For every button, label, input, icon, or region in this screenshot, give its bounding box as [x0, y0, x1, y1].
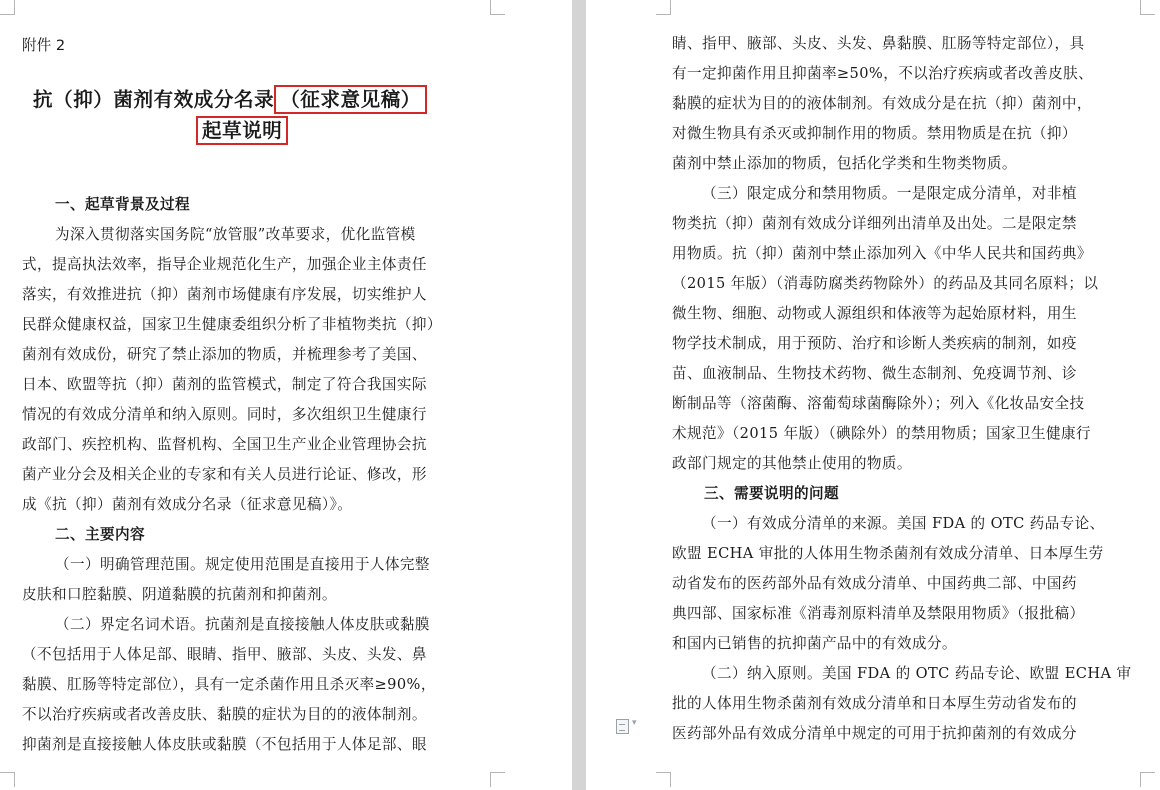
- text-line: 抑菌剂是直接接触人体皮肤或黏膜（不包括用于人体足部、眼: [22, 736, 427, 753]
- text-line: （不包括用于人体足部、眼睛、指甲、腋部、头皮、头发、鼻: [22, 646, 427, 663]
- left-page: [0, 0, 572, 790]
- text-line: 菌产业分会及相关企业的专家和有关人员进行论证、修改，形: [22, 466, 427, 483]
- text-line: 成《抗（抑）菌剂有效成分名录（征求意见稿）》。: [22, 496, 353, 513]
- text-line: 政部门、疾控机构、监督机构、全国卫生产业企业管理协会抗: [22, 436, 427, 453]
- text-line: 物学技术制成，用于预防、治疗和诊断人类疾病的制剂，如疫: [672, 335, 1077, 352]
- document-title-line2: [196, 118, 288, 144]
- text-line: 黏膜、肛肠等特定部位），具有一定杀菌作用且杀灭率≥90%，: [22, 676, 436, 693]
- crop-mark: [1140, 0, 1155, 15]
- text-line: 和国内已销售的抗抑菌产品中的有效成分。: [672, 635, 957, 652]
- crop-mark: [0, 0, 15, 15]
- text-line: 有一定抑菌作用且抑菌率≥50%，不以治疗疾病或者改善皮肤、: [672, 65, 1094, 82]
- text-line: 微生物、细胞、动物或人源组织和体液等为起始原材料，用生: [672, 305, 1077, 322]
- text-line: 批的人体用生物杀菌剂有效成分清单和日本厚生劳动省发布的: [672, 695, 1077, 712]
- text-line: （三）限定成分和禁用物质。一是限定成分清单，对非植: [702, 185, 1077, 202]
- text-line: 政部门规定的其他禁止使用的物质。: [672, 455, 912, 472]
- text-line: （一）有效成分清单的来源。美国 FDA 的 OTC 药品专论、: [702, 515, 1105, 532]
- text-line: 典四部、国家标准《消毒剂原料清单及禁限用物质》（报批稿）: [672, 605, 1085, 622]
- crop-mark: [1140, 772, 1155, 787]
- text-line: 对微生物具有杀灭或抑制作用的物质。禁用物质是在抗（抑）: [672, 125, 1077, 142]
- text-line: 动省发布的医药部外品有效成分清单、中国药典二部、中国药: [672, 575, 1077, 592]
- document-options-icon[interactable]: [616, 719, 629, 734]
- text-line: 皮肤和口腔黏膜、阴道黏膜的抗菌剂和抑菌剂。: [22, 586, 337, 603]
- text-line: （一）明确管理范围。规定使用范围是直接用于人体完整: [55, 556, 430, 573]
- text-line: 医药部外品有效成分清单中规定的可用于抗抑菌剂的有效成分: [672, 725, 1077, 742]
- highlighted-subtitle: 起草说明: [196, 116, 288, 145]
- title-text: 抗（抑）菌剂有效成分名录: [33, 88, 275, 111]
- text-line: 睛、指甲、腋部、头皮、头发、鼻黏膜、肛肠等特定部位），具: [672, 35, 1085, 52]
- text-line: 不以治疗疾病或者改善皮肤、黏膜的症状为目的的液体制剂。: [22, 706, 427, 723]
- crop-mark: [490, 772, 505, 787]
- right-page: [586, 0, 1160, 790]
- section-heading: 二、主要内容: [55, 526, 145, 543]
- crop-mark: [656, 772, 671, 787]
- attachment-label: 附件 2: [22, 37, 66, 54]
- text-line: 民群众健康权益，国家卫生健康委组织分析了非植物类抗（抑）: [22, 316, 442, 333]
- text-line: （二）纳入原则。美国 FDA 的 OTC 药品专论、欧盟 ECHA 审: [702, 665, 1132, 682]
- crop-mark: [656, 0, 671, 15]
- text-line: 断制品等（溶菌酶、溶葡萄球菌酶除外）；列入《化妆品安全技: [672, 395, 1085, 412]
- crop-mark: [0, 772, 15, 787]
- text-line: 黏膜的症状为目的的液体制剂。有效成分是在抗（抑）菌剂中，: [672, 95, 1092, 112]
- section-heading: 三、需要说明的问题: [704, 485, 839, 502]
- text-line: （2015 年版）（消毒防腐类药物除外）的药品及其同名原料；以: [672, 275, 1099, 292]
- page-gutter: [572, 0, 586, 790]
- text-line: 苗、血液制品、生物技术药物、微生态制剂、免疫调节剂、诊: [672, 365, 1077, 382]
- text-line: 落实，有效推进抗（抑）菌剂市场健康有序发展，切实维护人: [22, 286, 427, 303]
- text-line: 菌剂中禁止添加的物质，包括化学类和生物类物质。: [672, 155, 1017, 172]
- text-line: 术规范》（2015 年版）（碘除外）的禁用物质；国家卫生健康行: [672, 425, 1092, 442]
- section-heading: 一、起草背景及过程: [55, 196, 190, 213]
- text-line: 日本、欧盟等抗（抑）菌剂的监管模式，制定了符合我国实际: [22, 376, 427, 393]
- text-line: 为深入贯彻落实国务院“放管服”改革要求，优化监管模: [55, 226, 416, 243]
- text-line: 用物质。抗（抑）菌剂中禁止添加列入《中华人民共和国药典》: [672, 245, 1092, 262]
- text-line: 情况的有效成分清单和纳入原则。同时，多次组织卫生健康行: [22, 406, 427, 423]
- text-line: 物类抗（抑）菌剂有效成分详细列出清单及出处。二是限定禁: [672, 215, 1077, 232]
- text-line: 欧盟 ECHA 审批的人体用生物杀菌剂有效成分清单、日本厚生劳: [672, 545, 1104, 562]
- text-line: 式，提高执法效率，指导企业规范化生产，加强企业主体责任: [22, 256, 427, 273]
- document-title-line1: [33, 87, 427, 113]
- text-line: 菌剂有效成份，研究了禁止添加的物质，并梳理参考了美国、: [22, 346, 427, 363]
- chevron-down-icon[interactable]: ▾: [632, 718, 637, 728]
- highlighted-title-segment: （征求意见稿）: [274, 85, 427, 114]
- crop-mark: [490, 0, 505, 15]
- text-line: （二）界定名词术语。抗菌剂是直接接触人体皮肤或黏膜: [55, 616, 430, 633]
